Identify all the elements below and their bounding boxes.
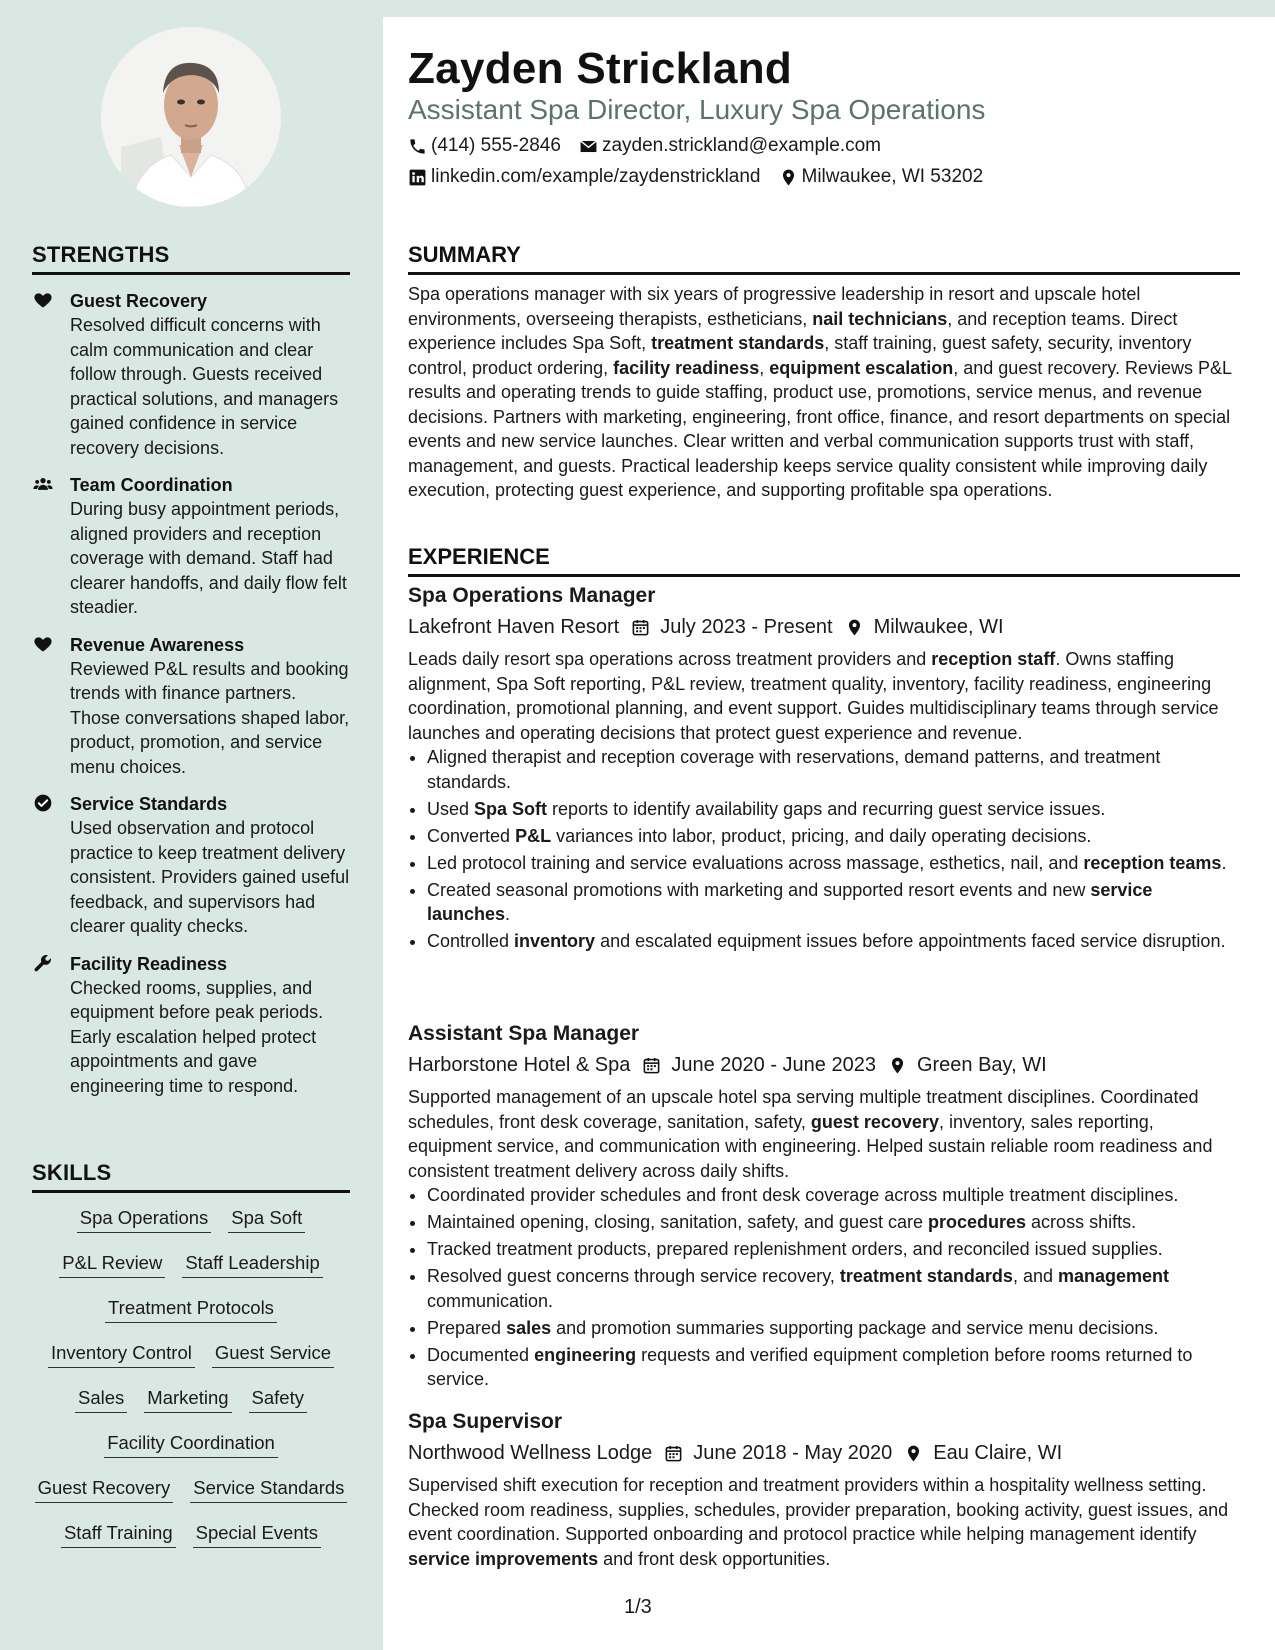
top-band [0,0,1275,17]
summary-run: , staff training, guest safety, security, inventory control, product ordering, [408,333,1192,378]
calendar-icon [631,618,650,637]
strength-item [32,952,350,1099]
job-bullet-run: requests and verified equipment completion before rooms returned to service. [427,1344,1193,1389]
summary-run: , [759,357,770,378]
job-bullet-run: Led protocol training and service evaluations across massage, esthetics, nail, and [427,852,1084,873]
job-intro-run: , inventory, sales reporting, equipment service, and communication with engineering. Helped sustain reliable room readiness and consistent treatment delivery across daily shifts. [408,1111,1213,1181]
summary-run: Spa operations manager with six years of progressive leadership in resort and upscale hotel environments, overseeing therapists, estheticians, [408,284,1141,329]
linkedin-text: linkedin.com/example/zaydenstrickland [431,166,761,187]
skill-tag: Spa Soft [228,1207,305,1233]
job-entry [408,582,1240,956]
strength-title: Guest Recovery [70,291,208,311]
map-pin-icon-wrap [904,1444,923,1463]
job-bullet [427,1264,1240,1313]
job-bullet-bold: Spa Soft [474,798,548,819]
skill-tag: Inventory Control [48,1342,195,1368]
profile-photo [101,27,281,207]
wrench-icon [32,953,54,975]
skills-section [32,1160,350,1567]
job-intro-run: . Owns staffing alignment, Spa Soft reporting, P&L review, treatment quality, inventory, facility readiness, engineering coordination, promotional planning, and event support. Guides multidisciplinary teams through service launches and operating decisions that protect guest experience and revenue. [408,649,1219,743]
job-bullet-run: . [505,904,511,924]
strength-title: Revenue Awareness [70,634,245,655]
summary-run: , and reception teams. Direct experience includes Spa Soft, [408,308,1178,353]
calendar-icon [642,1056,661,1075]
job-bullet-run: communication. [427,1290,554,1311]
job-bullet-run: Tracked treatment products, prepared replenishment orders, and reconciled issued supplies. [427,1239,1163,1259]
job-bullet-run: across shifts. [1026,1212,1137,1232]
job-bullet-bold: management [1057,1266,1170,1286]
skill-tag: Facility Coordination [104,1432,278,1458]
strength-description: Used observation and protocol practice to keep treatment delivery consistent. Providers gained useful feedback, and supervisors had clearer quality checks. [70,818,350,936]
job-dates: June 2020 - June 2023 [671,1054,876,1076]
job-intro [408,647,1240,745]
skill-row [32,1342,350,1387]
job-bullet-run: Documented [427,1344,535,1365]
job-dates: June 2018 - May 2020 [693,1442,893,1464]
job-company: Northwood Wellness Lodge [408,1442,653,1464]
strengths-section [32,242,350,1098]
job-intro-run: Supervised shift execution for reception and treatment providers within a hospitality wellness setting. Checked room readiness, supplies, schedules, provider preparation, booking activity, guest issues, and event coordination. Supported onboarding and protocol practice while helping management identify [408,1475,1229,1544]
strength-description: Reviewed P&L results and booking trends with finance partners. Those conversations shaped labor, product, promotion, and service menu choices. [70,658,350,777]
job-bullet [427,824,1240,849]
heart-icon [32,290,54,312]
job-intro-bold: reception staff [931,649,1056,669]
job-bullet-bold: P&L [515,825,552,846]
strength-item [32,633,350,780]
job-intro [408,1085,1240,1183]
job-bullet-bold: service launches [427,879,1153,924]
skill-tag: Staff Training [61,1522,176,1548]
skill-tag: Spa Operations [77,1207,212,1233]
summary-bold: facility readiness [613,357,760,378]
job-bullet-run: Used [427,798,475,819]
job-bullet [427,878,1240,927]
job-bullet-run: and escalated equipment issues before appointments faced service disruption. [595,931,1226,951]
job-bullet-bold: reception teams [1083,852,1222,873]
skill-tag: P&L Review [59,1252,165,1278]
job-intro-run: Leads daily resort spa operations across treatment providers and [408,649,932,669]
job-bullet-run: Maintained opening, closing, sanitation, safety, and guest care [427,1212,928,1232]
job-bullet-run: Prepared [427,1317,507,1338]
contact-row-2 [408,166,1001,188]
job-bullet-run: variances into labor, product, pricing, and daily operating decisions. [551,825,1092,846]
strength-item [32,473,350,620]
job-bullet-run: Resolved guest concerns through service recovery, [427,1266,840,1286]
summary-bold: equipment escalation [769,357,954,378]
job-intro-run: and front desk opportunities. [598,1548,831,1569]
job-bullet-run: Aligned therapist and reception coverage with reservations, demand patterns, and treatment standards. [427,747,1161,792]
summary-text [408,282,1240,503]
job-bullets [408,1183,1240,1392]
job-meta [408,613,1240,641]
calendar-icon-wrap [642,1056,661,1075]
skill-tag: Service Standards [190,1477,347,1503]
map-pin-icon-wrap [845,618,864,637]
job-bullet-run: Coordinated provider schedules and front desk coverage across multiple treatment disciplines. [427,1185,1179,1205]
calendar-icon-wrap [664,1444,683,1463]
person-title: Assistant Spa Director, Luxury Spa Operations [408,94,986,125]
calendar-icon [664,1444,683,1463]
strength-description: During busy appointment periods, aligned providers and reception coverage with demand. Staff had clearer handoffs, and daily flow felt steadier. [70,499,347,617]
skill-row [32,1522,350,1567]
job-bullet [427,1210,1240,1235]
job-bullet [427,851,1240,876]
contact-row-1 [408,135,899,157]
job-title: Assistant Spa Manager [408,1022,640,1045]
summary-heading: SUMMARY [408,242,1240,275]
job-entry [408,1020,1240,1394]
person-name: Zayden Strickland [408,44,793,93]
job-location: Eau Claire, WI [933,1442,1063,1464]
map-pin-icon [888,1056,907,1075]
job-bullet-run: Converted [427,825,516,846]
phone-contact [408,135,561,157]
calendar-icon-wrap [631,618,650,637]
job-bullet-run: . [1221,852,1227,873]
job-intro-run: Supported management of an upscale hotel spa serving multiple treatment disciplines. Coordinated schedules, front desk coverage, sanitation, safety, [408,1087,1199,1132]
location-text: Milwaukee, WI 53202 [801,166,984,187]
summary-run: , and guest recovery. Reviews P&L results and operating trends to guide staffing, product use, promotions, service menus, and revenue decisions. Partners with marketing, engineering, front office, finance, and resort departments on special events and new service launches. Clear written and verbal communication supports trust with staff, management, and guests. Practical leadership keeps service quality consistent while improving daily execution, protecting guest experience, and supporting profitable spa operations. [408,357,1232,500]
skill-tag: Special Events [193,1522,321,1548]
skill-row [32,1477,350,1522]
strength-title: Service Standards [70,794,228,814]
strength-title: Team Coordination [70,475,233,495]
job-bullet-bold: treatment standards [839,1266,1013,1286]
skill-row [32,1252,350,1297]
map-pin-icon [904,1444,923,1463]
experience-heading: EXPERIENCE [408,544,1240,577]
envelope-icon [579,137,598,156]
job-bullet [427,1183,1240,1208]
job-meta [408,1051,1240,1079]
job-bullet-bold: sales [506,1317,552,1338]
job-bullet [427,797,1240,822]
skill-tag: Safety [249,1387,307,1413]
skill-tag: Sales [75,1387,127,1413]
strength-text [70,289,350,460]
skill-tag: Guest Recovery [35,1477,174,1503]
users-icon [32,474,54,496]
job-bullet [427,1316,1240,1341]
map-pin-icon-wrap [888,1056,907,1075]
skill-row [32,1432,350,1477]
job-location: Milwaukee, WI [873,616,1004,638]
phone-icon [408,137,427,156]
job-title: Spa Supervisor [408,1410,563,1433]
job-bullet [427,745,1240,794]
job-company: Harborstone Hotel & Spa [408,1054,631,1076]
strengths-heading: STRENGTHS [32,242,350,275]
job-bullet [427,1237,1240,1262]
profile-photo-image [101,27,281,207]
linkedin-contact[interactable] [408,166,761,188]
job-intro [408,1473,1240,1571]
job-bullet-run: Controlled [427,931,515,951]
strength-text [70,952,350,1099]
strength-description: Checked rooms, supplies, and equipment before peak periods. Early escalation helped protect appointments and gave engineering time to respond. [70,977,324,1096]
job-dates: July 2023 - Present [660,616,833,638]
strength-item [32,792,350,939]
skill-tag: Staff Leadership [182,1252,322,1278]
email-contact[interactable] [579,135,881,157]
job-bullet-run: , and [1012,1266,1058,1286]
phone-text: (414) 555-2846 [431,135,561,156]
strength-text [70,633,350,780]
summary-bold: treatment standards [651,333,825,353]
job-intro-bold: service improvements [408,1548,599,1569]
strength-text [70,473,350,620]
skill-row [32,1297,350,1342]
job-bullet-run: reports to identify availability gaps and recurring guest service issues. [547,798,1106,819]
summary-bold: nail technicians [812,308,948,329]
strength-text [70,792,350,939]
skill-tag: Marketing [144,1387,231,1413]
job-title: Spa Operations Manager [408,584,656,607]
job-bullet-run: Created seasonal promotions with marketing and supported resort events and new [427,879,1091,900]
skills-heading: SKILLS [32,1160,350,1193]
email-text: zayden.strickland@example.com [601,135,882,156]
location-contact [779,166,984,188]
strength-item [32,289,350,460]
linkedin-icon [408,168,427,187]
job-bullet-bold: procedures [928,1212,1027,1232]
skill-row [32,1387,350,1432]
map-pin-icon [845,618,864,637]
page-number: 1/3 [624,1596,652,1618]
job-bullet-bold: engineering [534,1344,637,1365]
check-circle-icon [32,793,54,815]
job-bullet-bold: inventory [514,931,596,951]
skill-tag: Guest Service [212,1342,334,1368]
job-bullet [427,1343,1240,1392]
skills-list [32,1207,350,1567]
job-meta [408,1439,1240,1467]
map-pin-icon [779,168,798,187]
job-bullet [427,929,1240,954]
job-company: Lakefront Haven Resort [408,616,620,638]
job-bullet-run: and promotion summaries supporting package and service menu decisions. [551,1317,1159,1338]
skill-tag: Treatment Protocols [105,1297,277,1323]
job-intro-bold: guest recovery [810,1111,939,1132]
strength-title: Facility Readiness [70,953,228,974]
heart-icon [32,634,54,656]
skill-row [32,1207,350,1252]
job-bullets [408,745,1240,954]
job-entry [408,1408,1240,1571]
job-location: Green Bay, WI [916,1054,1047,1076]
strength-description: Resolved difficult concerns with calm communication and clear follow through. Guests received practical solutions, and managers gained confidence in service recovery decisions. [70,315,339,458]
strengths-list [32,289,350,1098]
